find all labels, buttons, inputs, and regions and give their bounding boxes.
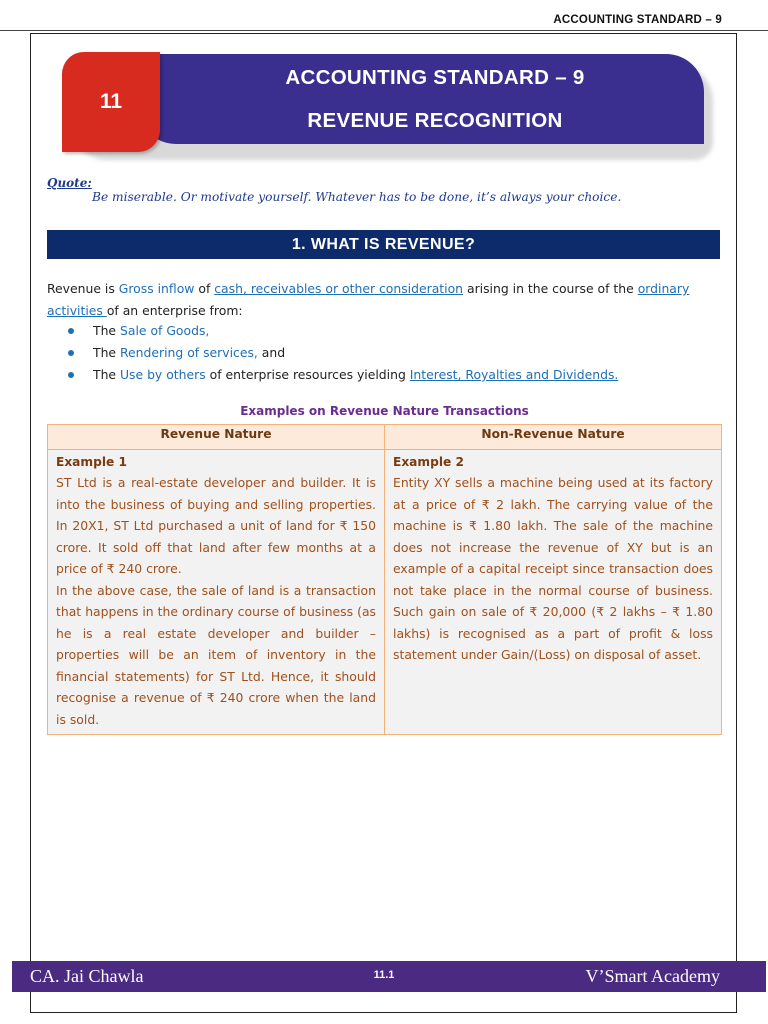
example-2-body: Entity XY sells a machine being used at its factory at a price of ₹ 2 lakh. The carrying value of the machine is ₹ 1.80 lakh. The sale of the machine does not increase the revenue of XY but is an example of a capital receipt since transaction does not take place in the normal course of business. Such gain on sale of ₹ 20,000 (₹ 2 lakhs – ₹ 1.80 lakhs) is recognised as a part of profit & loss statement under Gain/(Loss) on disposal of asset. — [393, 475, 713, 662]
bullet-text: The — [93, 367, 120, 382]
example-1-cell — [48, 450, 385, 735]
revenue-definition — [47, 278, 723, 321]
example-1-body: ST Ltd is a real-estate developer and builder. It is into the business of buying and selling properties. In 20X1, ST Ltd purchased a unit of land for ₹ 150 crore. It sold off that land after few months at a price of ₹ 240 crore. — [56, 475, 376, 576]
example-2-cell — [385, 450, 722, 735]
page-number: 11.1 — [373, 969, 395, 981]
column-header-revenue: Revenue Nature — [48, 425, 385, 450]
definition-text: Revenue is — [47, 281, 119, 296]
bullet-text: of enterprise resources yielding — [205, 367, 410, 382]
bullet-highlight: Use by others — [119, 367, 206, 382]
section-heading: 1. WHAT IS REVENUE? — [47, 230, 720, 259]
bullet-text: and — [257, 345, 286, 360]
bullet-highlight: Rendering of services, — [119, 345, 258, 360]
running-header: ACCOUNTING STANDARD – 9 — [553, 14, 722, 26]
list-item — [62, 364, 618, 386]
table-caption: Examples on Revenue Nature Transactions — [240, 404, 529, 418]
definition-text: of — [194, 281, 215, 296]
example-1-explanation: In the above case, the sale of land is a transaction that happens in the ordinary course of business (as he is a real estate developer and builder – properties will be an item of inventory in the financial statements) for ST Ltd. Hence, it should recognise a revenue of ₹ 240 crore when the land is sold. — [56, 582, 376, 727]
column-header-non-revenue: Non-Revenue Nature — [385, 425, 722, 450]
definition-link[interactable]: cash, receivables or other consideration — [214, 281, 464, 296]
header-rule — [0, 30, 768, 31]
bullet-text: The — [93, 323, 120, 338]
definition-text: of an enterprise from: — [106, 302, 243, 318]
footer-author: CA. Jai Chawla — [30, 966, 144, 986]
bullet-highlight: Sale of Goods, — [119, 323, 210, 338]
table-header-row — [48, 425, 722, 450]
footer-academy: V’Smart Academy — [585, 966, 720, 986]
quote-label: Quote: — [47, 176, 92, 190]
chapter-title-line2: REVENUE RECOGNITION — [307, 109, 563, 132]
example-2-title: Example 2 — [393, 455, 465, 469]
examples-table — [47, 424, 722, 735]
example-1-title: Example 1 — [56, 455, 128, 469]
bullet-icon — [68, 350, 74, 356]
revenue-sources-list — [62, 320, 618, 386]
definition-link[interactable]: ordinary activities — [47, 281, 690, 318]
definition-text: arising in the course of the — [463, 281, 638, 296]
bullet-icon — [68, 372, 74, 378]
bullet-icon — [68, 328, 74, 334]
list-item — [62, 320, 618, 342]
chapter-banner — [60, 52, 710, 160]
table-row — [48, 450, 722, 735]
quote-text: Be miserable. Or motivate yourself. Whatever has to be done, it’s always your choice. — [92, 190, 622, 204]
chapter-number: 11 — [99, 90, 123, 113]
definition-highlight: Gross inflow — [118, 281, 195, 296]
bullet-text: The — [93, 345, 120, 360]
list-item — [62, 342, 618, 364]
chapter-title-line1: ACCOUNTING STANDARD – 9 — [285, 66, 585, 89]
bullet-link[interactable]: Interest, Royalties and Dividends. — [409, 367, 619, 382]
